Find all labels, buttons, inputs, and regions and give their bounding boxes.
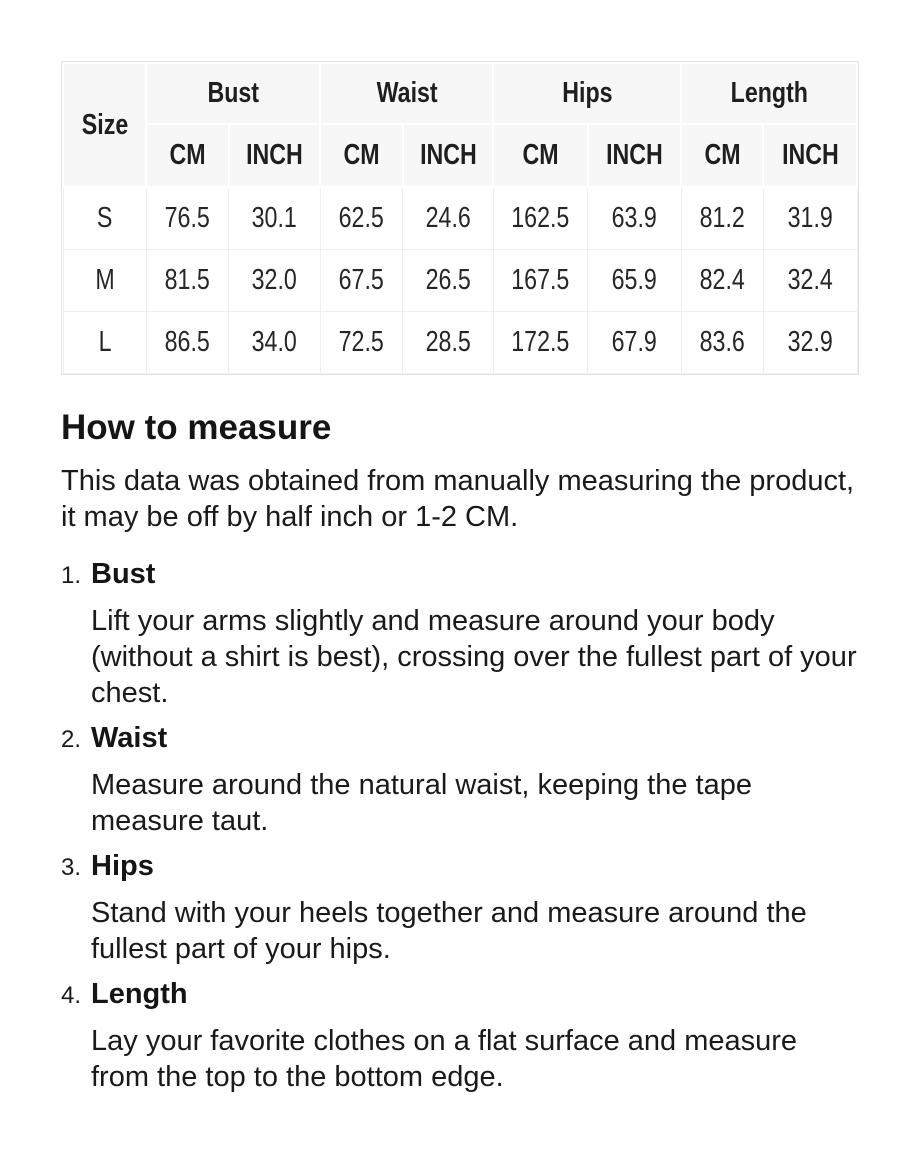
table-row-s xyxy=(63,187,857,249)
measurement-cell xyxy=(681,249,763,311)
step-number: 2. xyxy=(61,725,82,753)
unit-header-hips-inch xyxy=(588,124,682,187)
step-description xyxy=(91,895,859,967)
measurement-value: 32.4 xyxy=(787,263,833,296)
measurement-value: 76.5 xyxy=(165,201,211,234)
step-heading xyxy=(61,557,859,593)
measurement-cell xyxy=(146,249,229,311)
measurement-cell xyxy=(588,249,682,311)
unit-header-length-cm xyxy=(681,124,763,187)
group-header-length-label: Length xyxy=(730,77,808,109)
description-line: Stand with your heels together and measure around the xyxy=(91,896,807,929)
size-label: S xyxy=(96,201,113,234)
step-number: 4. xyxy=(61,981,82,1009)
unit-header-bust-cm xyxy=(146,124,229,187)
unit-label: INCH xyxy=(419,139,477,171)
group-header-hips-label: Hips xyxy=(562,77,613,109)
measure-step-waist xyxy=(61,721,859,839)
group-header-length xyxy=(681,63,857,124)
measure-step-hips xyxy=(61,849,859,967)
step-description xyxy=(91,603,859,711)
table-row-l xyxy=(63,311,857,373)
row-label-s xyxy=(63,187,146,249)
size-chart-table-wrap xyxy=(61,61,859,375)
row-label-m xyxy=(63,249,146,311)
unit-header-length-inch xyxy=(763,124,857,187)
measurement-cell xyxy=(320,311,403,373)
measurement-cell xyxy=(320,187,403,249)
measurement-value: 63.9 xyxy=(612,201,658,234)
intro-line: it may be off by half inch or 1-2 CM. xyxy=(61,500,519,533)
measurement-value: 34.0 xyxy=(251,325,298,358)
row-label-l xyxy=(63,311,146,373)
measurement-cell xyxy=(146,311,229,373)
step-description xyxy=(91,1023,859,1095)
measurement-value: 32.9 xyxy=(787,325,833,358)
measurement-cell xyxy=(493,311,587,373)
measurement-cell xyxy=(146,187,229,249)
unit-label: INCH xyxy=(781,139,839,171)
group-header-bust-label: Bust xyxy=(207,77,260,109)
unit-label: INCH xyxy=(246,139,303,171)
unit-header-bust-inch xyxy=(229,124,320,187)
description-line: from the top to the bottom edge. xyxy=(91,1060,504,1093)
measurement-cell xyxy=(229,249,320,311)
measurement-cell xyxy=(763,187,857,249)
measurement-cell xyxy=(493,249,587,311)
group-header-row xyxy=(63,63,857,124)
step-title: Length xyxy=(91,977,188,1010)
size-label: L xyxy=(98,325,112,358)
measurement-value: 72.5 xyxy=(338,325,385,358)
measurement-value: 167.5 xyxy=(511,263,570,296)
measure-intro-text xyxy=(61,463,859,535)
how-to-measure-heading: How to measure xyxy=(61,407,332,447)
table-row-m xyxy=(63,249,857,311)
unit-label: INCH xyxy=(606,139,663,171)
measurement-value: 172.5 xyxy=(511,325,570,358)
description-line: chest. xyxy=(91,676,169,709)
unit-label: CM xyxy=(343,139,380,171)
measurement-cell xyxy=(588,311,682,373)
measurement-value: 83.6 xyxy=(699,325,745,358)
measurement-value: 67.5 xyxy=(338,263,385,296)
size-chart-header xyxy=(63,63,857,187)
description-line: Measure around the natural waist, keeping the tape xyxy=(91,768,752,801)
measurement-value: 82.4 xyxy=(699,263,745,296)
step-heading xyxy=(61,977,859,1013)
group-header-hips xyxy=(493,63,681,124)
measurement-cell xyxy=(763,311,857,373)
step-description xyxy=(91,767,859,839)
measurement-cell xyxy=(763,249,857,311)
measurement-value: 67.9 xyxy=(612,325,658,358)
description-line: Lift your arms slightly and measure around your body xyxy=(91,604,775,637)
measurement-value: 24.6 xyxy=(425,201,471,234)
step-title: Bust xyxy=(91,557,156,590)
measurement-value: 28.5 xyxy=(425,325,471,358)
measurement-cell xyxy=(681,311,763,373)
unit-label: CM xyxy=(522,139,559,171)
description-line: Lay your favorite clothes on a flat surface and measure xyxy=(91,1024,798,1057)
measurement-value: 26.5 xyxy=(425,263,471,296)
description-line: measure taut. xyxy=(91,804,269,837)
column-header-size xyxy=(63,63,146,187)
measurement-value: 62.5 xyxy=(338,201,385,234)
description-line: (without a shirt is best), crossing over the fullest part of your xyxy=(91,640,857,673)
step-number: 1. xyxy=(61,561,82,589)
measurement-cell xyxy=(229,311,320,373)
step-title: Waist xyxy=(91,721,168,754)
step-heading xyxy=(61,849,859,885)
size-label: M xyxy=(95,263,115,296)
measurement-value: 30.1 xyxy=(251,201,298,234)
step-title: Hips xyxy=(91,849,154,882)
intro-line: This data was obtained from manually measuring the product, xyxy=(61,464,855,497)
measurement-value: 32.0 xyxy=(251,263,298,296)
unit-header-waist-inch xyxy=(403,124,494,187)
measurement-value: 31.9 xyxy=(787,201,833,234)
size-chart-table xyxy=(62,62,858,374)
measurement-value: 86.5 xyxy=(165,325,211,358)
unit-header-row xyxy=(63,124,857,187)
group-header-waist-label: Waist xyxy=(376,77,438,109)
unit-label: CM xyxy=(704,139,741,171)
measurement-cell xyxy=(403,187,494,249)
measurement-cell xyxy=(588,187,682,249)
size-chart-body xyxy=(63,187,857,373)
description-line: fullest part of your hips. xyxy=(91,932,391,965)
measure-steps-list xyxy=(61,557,859,1095)
group-header-waist xyxy=(320,63,493,124)
measurement-cell xyxy=(681,187,763,249)
how-to-measure-section xyxy=(61,407,859,1095)
measurement-cell xyxy=(403,311,494,373)
measurement-cell xyxy=(320,249,403,311)
unit-header-waist-cm xyxy=(320,124,403,187)
step-heading xyxy=(61,721,859,757)
unit-header-hips-cm xyxy=(493,124,587,187)
measurement-cell xyxy=(403,249,494,311)
measurement-cell xyxy=(493,187,587,249)
measurement-value: 81.5 xyxy=(165,263,211,296)
measurement-value: 81.2 xyxy=(699,201,745,234)
measurement-value: 65.9 xyxy=(612,263,658,296)
measure-step-bust xyxy=(61,557,859,711)
measure-step-length xyxy=(61,977,859,1095)
measurement-value: 162.5 xyxy=(511,201,570,234)
column-header-size-label: Size xyxy=(81,108,128,141)
measurement-cell xyxy=(229,187,320,249)
step-number: 3. xyxy=(61,853,82,881)
unit-label: CM xyxy=(169,139,206,171)
group-header-bust xyxy=(146,63,320,124)
